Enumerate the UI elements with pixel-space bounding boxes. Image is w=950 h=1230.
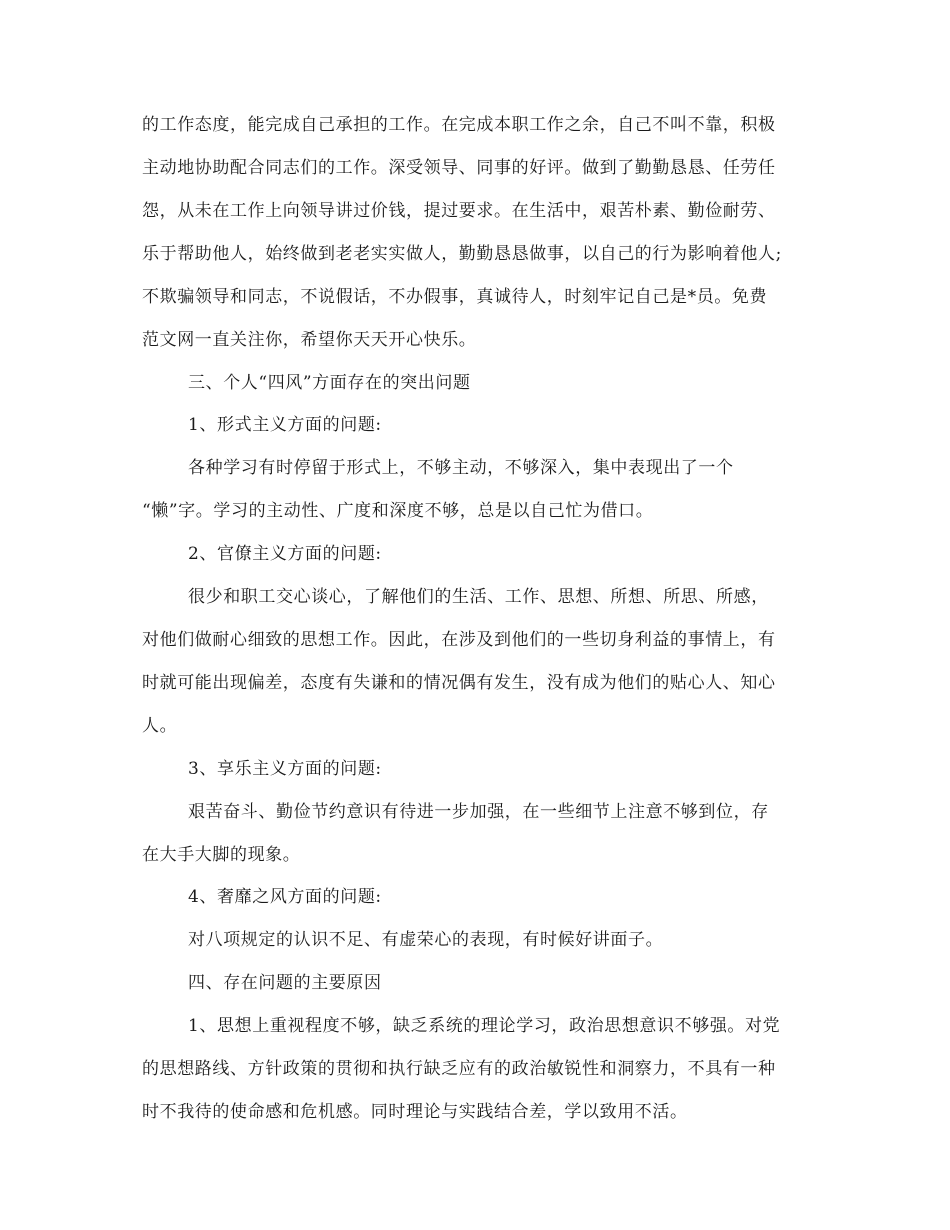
body-text-line: 各种学习有时停留于形式上，不够主动，不够深入，集中表现出了一个 bbox=[188, 458, 734, 478]
subheading-hedonism: 3、享乐主义方面的问题: bbox=[188, 759, 382, 779]
body-text-line: 艰苦奋斗、勤俭节约意识有待进一步加强，在一些细节上注意不够到位，存 bbox=[188, 802, 769, 822]
section-heading-4: 四、存在问题的主要原因 bbox=[188, 973, 382, 993]
subheading-bureaucratism: 2、官僚主义方面的问题: bbox=[188, 544, 382, 564]
subheading-extravagance: 4、奢靡之风方面的问题: bbox=[188, 887, 382, 907]
body-text-line: 时不我待的使命感和危机感。同时理论与实践结合差，学以致用不活。 bbox=[142, 1102, 688, 1122]
body-text-line: 不欺骗领导和同志，不说假话，不办假事，真诚待人，时刻牢记自己是*员。免费 bbox=[142, 287, 768, 307]
body-text-line: 1、思想上重视程度不够，缺乏系统的理论学习，政治思想意识不够强。对党 bbox=[188, 1016, 781, 1036]
body-text-line: 的思想路线、方针政策的贯彻和执行缺乏应有的政治敏锐性和洞察力，不具有一种 bbox=[142, 1059, 776, 1079]
body-text-line: 主动地协助配合同志们的工作。深受领导、同事的好评。做到了勤勤恳恳、任劳任 bbox=[142, 158, 776, 178]
section-heading-3: 三、个人“四风”方面存在的突出问题 bbox=[188, 373, 471, 393]
body-text-line: 的工作态度，能完成自己承担的工作。在完成本职工作之余，自己不叫不靠，积极 bbox=[142, 115, 776, 135]
body-text-line: 时就可能出现偏差，态度有失谦和的情况偶有发生，没有成为他们的贴心人、知心 bbox=[142, 673, 776, 693]
body-text-line: “懒”字。学习的主动性、广度和深度不够，总是以自己忙为借口。 bbox=[142, 501, 654, 521]
body-text-line: 人。 bbox=[142, 716, 178, 736]
body-text-line: 范文网一直关注你，希望你天天开心快乐。 bbox=[142, 330, 477, 350]
body-text-line: 乐于帮助他人，始终做到老老实实做人，勤勤恳恳做事，以自己的行为影响着他人; bbox=[142, 244, 782, 264]
body-text-line: 很少和职工交心谈心，了解他们的生活、工作、思想、所想、所思、所感， bbox=[188, 587, 769, 607]
body-text-line: 对他们做耐心细致的思想工作。因此，在涉及到他们的一些切身利益的事情上，有 bbox=[142, 630, 776, 650]
body-text-line: 在大手大脚的现象。 bbox=[142, 845, 301, 865]
body-text-line: 对八项规定的认识不足、有虚荣心的表现，有时候好讲面子。 bbox=[188, 930, 664, 950]
subheading-formalism: 1、形式主义方面的问题: bbox=[188, 415, 382, 435]
body-text-line: 怨，从未在工作上向领导讲过价钱，提过要求。在生活中，艰苦朴素、勤俭耐劳、 bbox=[142, 201, 776, 221]
